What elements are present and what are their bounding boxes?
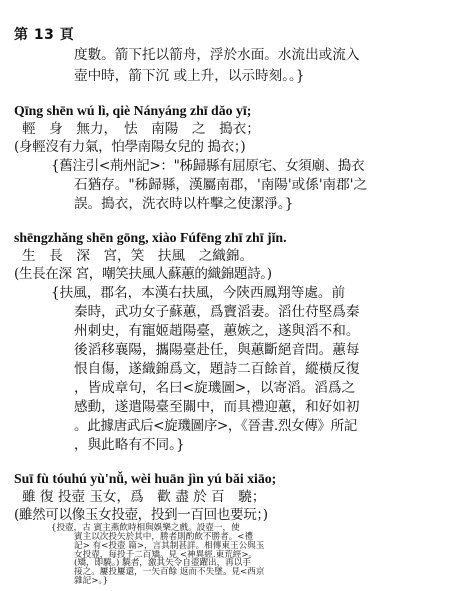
annotation-line: (矯，即驍。) 驍者，激其矢令自壺躍出，再以手 xyxy=(74,558,252,569)
annotation-line: 賓主以次投矢於其中，勝者則酌飲不勝者。<禮 xyxy=(74,531,254,542)
verse-translation: (生長在深 宮，嘲笑扶風人蘇蕙的織錦題詩。) xyxy=(14,266,272,282)
annotation-line: 後滔移襄陽，攜陽臺赴任，與蕙斷絕音問。蕙每 xyxy=(74,342,360,358)
annotation-line: 感動，遂遣陽臺至關中，而具禮迎蕙，和好如初 xyxy=(74,399,360,415)
annotation-line: 接之。屢投屢還，一矢百餘 返而不失墜。見<西京 xyxy=(74,567,265,578)
annotation-line: 州刺史，有寵姬趙陽臺，蕙嫉之，遂與滔不和。 xyxy=(74,323,360,339)
annotation-line: 女投壺，每投千二百矯。見 <神異經.東荒經>。 xyxy=(74,549,258,560)
page-header: 第 13 頁 xyxy=(14,27,75,43)
verse-pinyin: Qīng shēn wú lì, qiè Nányáng zhī dǎo yī; xyxy=(14,103,252,118)
annotation-line: 。此據唐武后<旋璣圖序>，《晉書.烈女傳》所記 xyxy=(74,418,357,434)
verse-hanzi: 雖 復 投壺 玉女，爲 歡 盡 於 百 驍； xyxy=(22,489,266,505)
annotation-line: {扶風，郡名，本漢右扶風，今陝西鳳翔等處。前 xyxy=(51,285,346,301)
verse-translation: (身輕沒有力氣，怕學南陽女兒的 搗衣；) xyxy=(14,139,246,155)
verse-pinyin: Suī fù tóuhú yù'nǚ, wèi huān jìn yú bǎi xiāo; xyxy=(14,471,277,486)
continuation-line: 壺中時，箭下沉 或上升，以示時刻。。} xyxy=(74,68,305,84)
annotation-line: 恨自傷，遂織錦爲文，題詩二百餘首，縱橫反復 xyxy=(74,361,360,377)
annotation-line: {舊注引<荊州記>："秭歸縣有屈原宅、女須廟、搗衣 xyxy=(51,158,365,174)
continuation-line: 度數。箭下托以箭舟，浮於水面。水流出或流入 xyxy=(74,47,360,63)
annotation-line: 誤。搗衣，洗衣時以杵擊之使潔淨。} xyxy=(74,196,294,212)
annotation-line: ，與此略有不同。} xyxy=(74,437,185,453)
annotation-line: {投壺，古 賓主燕飲時相與娛樂之戲。設壺一，使 xyxy=(51,523,240,533)
annotation-line: 石猶存。"秭歸縣，漢屬南郡，'南陽'或係'南郡'之 xyxy=(74,177,368,193)
verse-hanzi: 生 長 深 宮，笑 扶風 之織錦。 xyxy=(22,248,254,264)
verse-hanzi: 輕 身 無力， 怯 南陽 之 搗衣； xyxy=(22,121,260,137)
verse-translation: (雖然可以像玉女投壺，投到一百回也要玩；) xyxy=(14,507,268,523)
annotation-line: ，皆成章句，名曰<旋璣圖>，以寄滔。滔爲之 xyxy=(74,380,356,396)
annotation-line: 秦時，武功女子蘇蕙，爲竇滔妻。滔仕苻堅爲秦 xyxy=(74,304,360,320)
verse-pinyin: shēngzhǎng shēn gōng, xiào Fúfēng zhī zhī jǐn. xyxy=(14,230,287,245)
annotation-line: 記> 有<投壺 篇>，言其制甚詳。相傳東王公與玉 xyxy=(74,540,265,551)
annotation-line: 雜記>。} xyxy=(74,576,109,587)
